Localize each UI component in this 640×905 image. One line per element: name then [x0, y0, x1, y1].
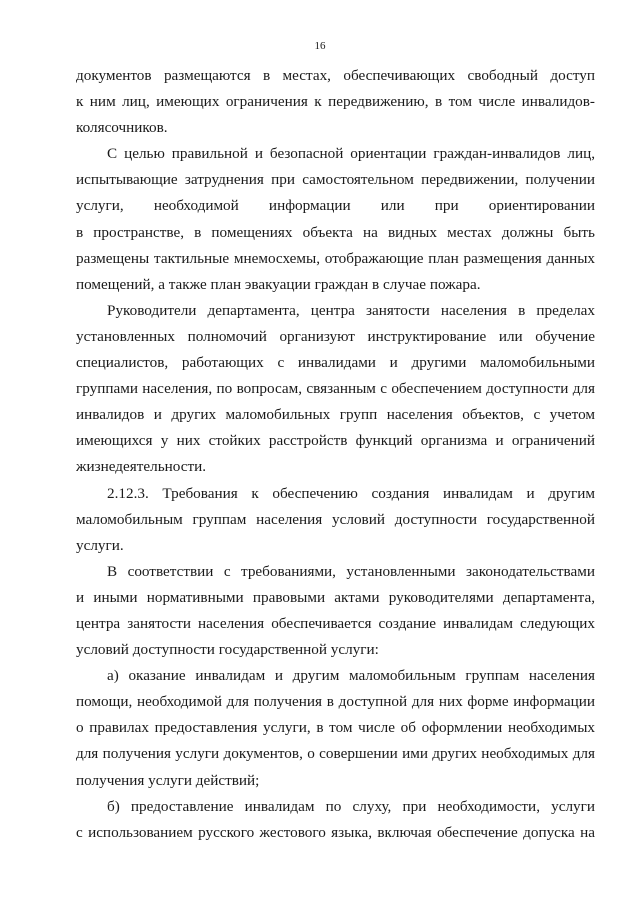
text-line: имеющихся у них стойких расстройств функций организма и ограничений	[76, 432, 595, 450]
paragraph	[76, 559, 595, 663]
text-line: с использованием русского жестового языка, включая обеспечение допуска на	[76, 823, 595, 841]
text-line: о правилах предоставления услуги, в том числе об оформлении необходимых	[76, 719, 595, 737]
text-line: В соответствии с требованиями, установленными законодательствами	[107, 562, 595, 580]
text-line: услуги, необходимой информации или при ориентировании	[76, 197, 595, 215]
text-line: к ним лиц, имеющих ограничения к передвижению, в том числе инвалидов-	[76, 93, 595, 111]
text-line: испытывающие затруднения при самостоятельном передвижении, получении	[76, 171, 595, 189]
text-line: инвалидов и других маломобильных групп населения объектов, с учетом	[76, 406, 595, 424]
text-line: б) предоставление инвалидам по слуху, при необходимости, услуги	[107, 797, 595, 815]
document-body	[76, 63, 595, 846]
paragraph	[76, 298, 595, 481]
text-line: и иными нормативными правовыми актами руководителями департамента,	[76, 588, 595, 606]
text-line: 2.12.3. Требования к обеспечению создания инвалидам и другим	[107, 484, 595, 502]
text-line: установленных полномочий организуют инструктирование или обучение	[76, 327, 595, 345]
section-heading-paragraph	[76, 481, 595, 559]
text-line: получения услуги действий;	[76, 771, 260, 789]
text-line: услуги.	[76, 536, 124, 554]
text-line: жизнедеятельности.	[76, 458, 207, 476]
text-line: группами населения, по вопросам, связанным с обеспечением доступности для	[76, 380, 595, 398]
text-line: Руководители департамента, центра занятости населения в пределах	[107, 301, 595, 319]
text-line: условий доступности государственной услуги:	[76, 641, 379, 659]
list-item-paragraph	[76, 663, 595, 793]
paragraph	[76, 63, 595, 141]
text-line: помощи, необходимой для получения в доступной для них форме информации	[76, 693, 595, 711]
text-line: а) оказание инвалидам и другим маломобильным группам населения	[107, 667, 595, 685]
text-line: С целью правильной и безопасной ориентации граждан-инвалидов лиц,	[107, 145, 595, 163]
text-line: в пространстве, в помещениях объекта на видных местах должны быть	[76, 223, 595, 241]
text-line: центра занятости населения обеспечивается создание инвалидам следующих	[76, 614, 595, 632]
text-line: документов размещаются в местах, обеспечивающих свободный доступ	[76, 67, 595, 84]
text-line: маломобильным группам населения условий доступности государственной	[76, 510, 595, 528]
text-line: помещений, а также план эвакуации граждан в случае пожара.	[76, 275, 481, 293]
text-line: специалистов, работающих с инвалидами и другими маломобильными	[76, 354, 595, 372]
paragraph	[76, 141, 595, 298]
text-line: размещены тактильные мнемосхемы, отображающие план размещения данных	[76, 249, 595, 267]
text-line: колясочников.	[76, 119, 168, 137]
page-number: 16	[314, 40, 326, 52]
text-line: для получения услуги документов, о совершении ими других необходимых для	[76, 745, 595, 763]
list-item-paragraph	[76, 794, 595, 846]
